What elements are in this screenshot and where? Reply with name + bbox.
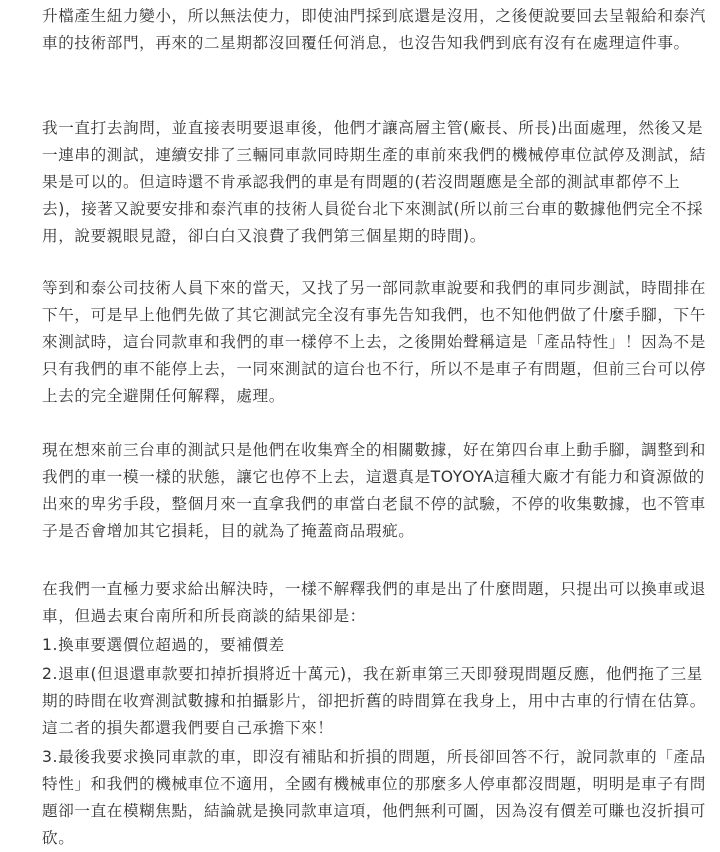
- paragraph-resolution-request: 在我們一直極力要求給出解決時，一樣不解釋我們的車是出了什麼問題，只提出可以換車或退車，但過去東台南所和所長商談的結果卻是：: [42, 580, 706, 625]
- paragraph-repeated-inquiries: 我一直打去詢問，並直接表明要退車後，他們才讓高層主管(廠長、所長)出面處理，然後又是一連串的測試，連續安排了三輛同車款同時期生產的車前來我們的機械停車位試停及測試，結果是可以的。但這時還不肯承認我們的車是有問題的(若沒問題應是全部的測試車都停不上去)，接著又說要安排和泰汽車的技術人員從台北下來測試(所以前三台車的數據他們完全不採用，說要親眼見證，卻白白又浪費了我們第三個星期的時間)。: [42, 119, 706, 245]
- list-item-return-car: 2.退車(但退還車款要扣掉折損將近十萬元)，我在新車第三天即發現問題反應，他們拖了三星期的時間在收齊測試數據和拍攝影片，卻把折舊的時間算在我身上，用中古車的行情在估算。這二者的損失都還我們要自己承擔下來！: [42, 665, 706, 737]
- paragraph-technician-visit: 等到和泰公司技術人員下來的當天，又找了另一部同款車說要和我們的車同步測試，時間排在下午，可是早上他們先做了其它測試完全沒有事先告知我們，也不知他們做了什麼手腳，下午來測試時，這台同款車和我們的車一樣停不上去，之後開始聲稱這是「產品特性」！因為不是只有我們的車不能停上去，一同來測試的這台也不行，所以不是車子有問題，但前三台可以停上去的完全避開任何解釋，處理。: [42, 279, 706, 405]
- list-item-exchange-car: 1.換車要選價位超過的，要補價差: [42, 636, 285, 654]
- paragraph-torque-issue: 升檔產生紐力變小，所以無法使力，即使油門採到底還是沒用，之後便說要回去呈報給和泰汽車的技術部門，再來的二星期都沒回覆任何消息，也沒告知我們到底有沒有在處理這件事。: [42, 7, 706, 52]
- list-item-same-model: 3.最後我要求換同車款的車，即沒有補貼和折損的問題，所長卻回答不行，說同款車的「產品特性」和我們的機械車位不適用，全國有機械車位的那麼多人停車都沒問題，明明是車子有問題卻一直在模糊焦點，結論就是換同款車這項，他們無利可圖，因為沒有價差可賺也沒折損可砍。: [42, 748, 706, 847]
- paragraph-data-collection: 現在想來前三台車的測試只是他們在收集齊全的相關數據，好在第四台車上動手腳，調整到和我們的車一模一樣的狀態，讓它也停不上去，這還真是TOYOYA這種大廠才有能力和資源做的出來的卑劣手段，整個月來一直拿我們的車當白老鼠不停的試驗，不停的收集數據，也不管車子是否會增加其它損耗，目的就為了掩蓋商品瑕疵。: [42, 441, 706, 540]
